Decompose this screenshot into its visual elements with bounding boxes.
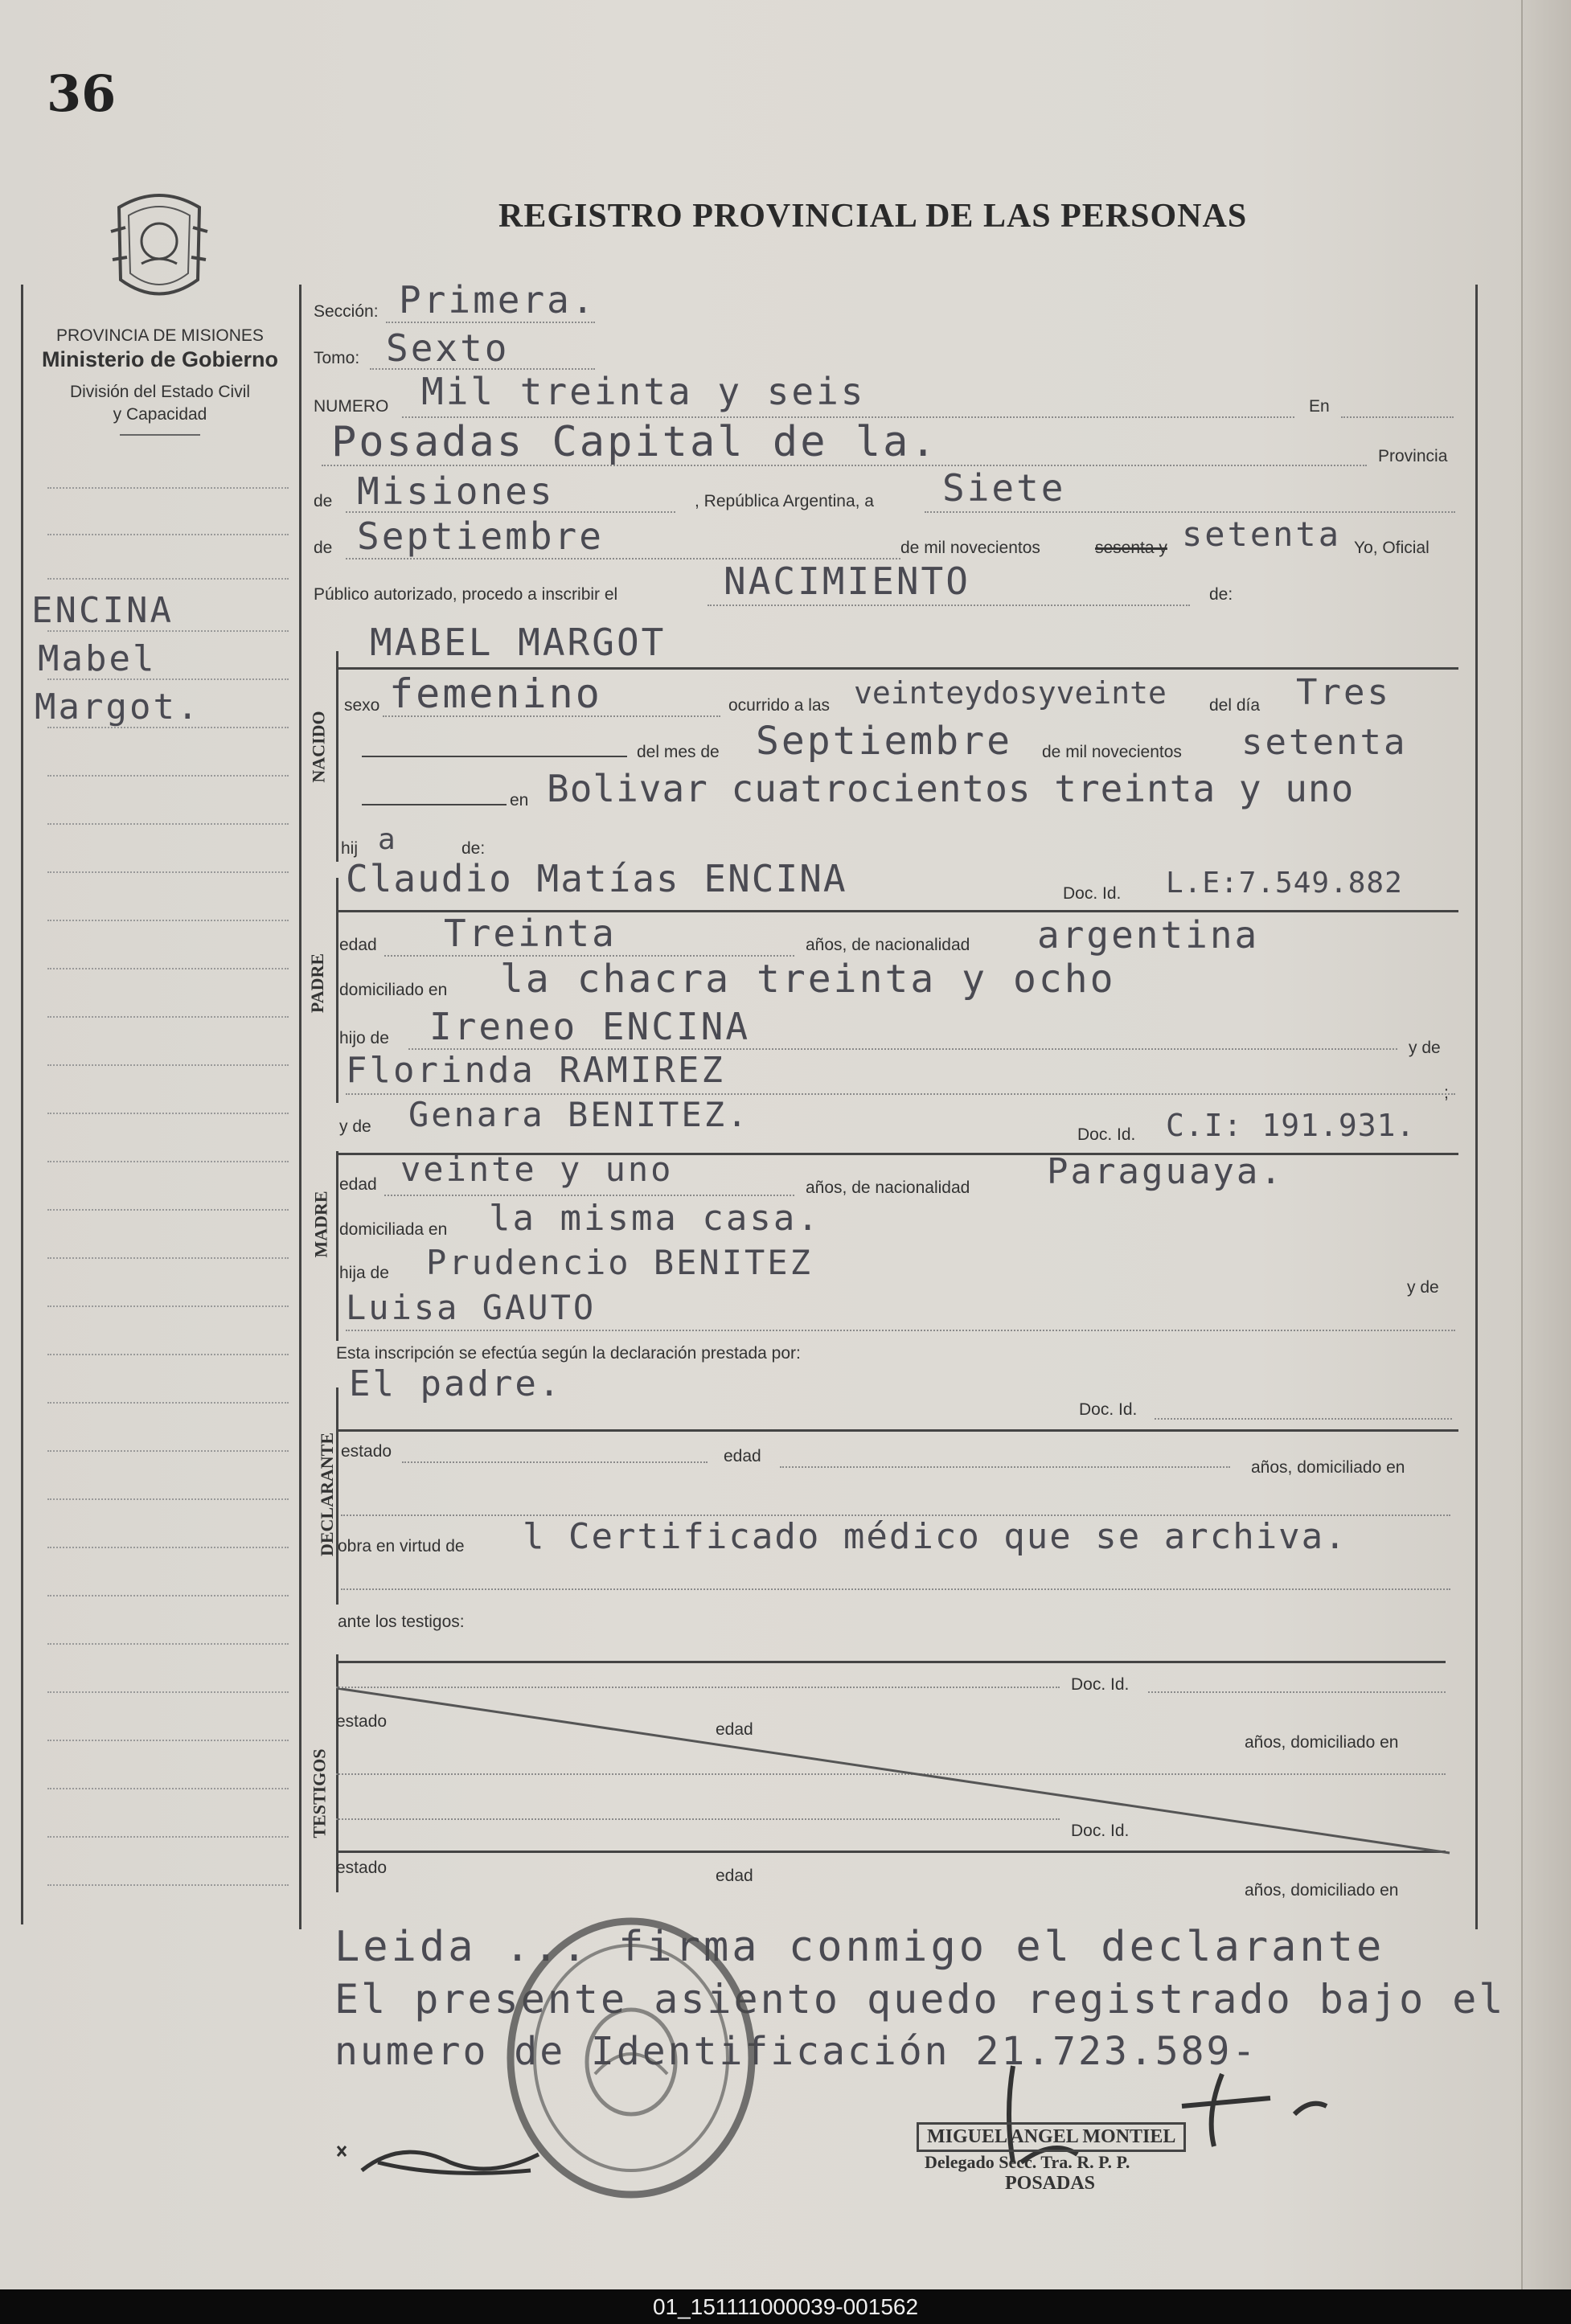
- fill-line: [386, 322, 595, 323]
- del-dia-label: del día: [1209, 696, 1261, 715]
- anios-domiciliado-label: años, domiciliado en: [1245, 1881, 1399, 1900]
- nacido-label: NACIDO: [308, 711, 329, 783]
- doc-label: Doc. Id.: [1079, 1400, 1138, 1419]
- margin-rule: [47, 1788, 289, 1789]
- edad-label: edad: [716, 1720, 753, 1739]
- margin-surname: ENCINA: [31, 590, 174, 631]
- estado-label: estado: [336, 1712, 388, 1731]
- doc-label: Doc. Id.: [1077, 1125, 1136, 1144]
- declarant-signature-icon: [330, 2106, 563, 2195]
- doc-label: Doc. Id.: [1071, 1675, 1130, 1694]
- madre-father-value: Prudencio BENITEZ: [426, 1243, 813, 1282]
- doc-label: Doc. Id.: [1071, 1822, 1130, 1840]
- fill-line: [346, 511, 675, 513]
- closing-line-1: Leida ... firma conmigo el declarante: [334, 1923, 1385, 1971]
- fill-line: [322, 465, 1367, 466]
- closing-line-2: El presente asiento quedo registrado bajo el: [334, 1976, 1506, 2023]
- margin-rule: [47, 578, 289, 580]
- margin-rule: [47, 534, 289, 535]
- margin-rule: [47, 823, 289, 825]
- padre-doc-value: L.E:7.549.882: [1166, 867, 1403, 900]
- margin-rule: [47, 630, 289, 632]
- tomo-label: Tomo:: [314, 349, 360, 367]
- fill-line: [384, 1195, 794, 1196]
- doc-label: Doc. Id.: [1063, 884, 1122, 903]
- province-label: PROVINCIA DE MISIONES: [56, 326, 264, 345]
- tomo-value: Sexto: [386, 326, 510, 370]
- seccion-label: Sección:: [314, 302, 379, 321]
- y-de-label: y de: [1407, 1278, 1439, 1297]
- nacido-name-value: MABEL MARGOT: [370, 621, 667, 664]
- margin-rule: [47, 775, 289, 777]
- edad-label: edad: [339, 1175, 377, 1194]
- en-label: En: [1309, 397, 1330, 416]
- margin-name: Mabel: [38, 638, 157, 679]
- margin-rule: [47, 1305, 289, 1307]
- domiciliado-label: domiciliado en: [339, 981, 448, 999]
- de-label: de: [314, 492, 333, 510]
- margin-rule: [47, 1209, 289, 1211]
- official-signature-block: [917, 2122, 1186, 2195]
- lugar-value: Posadas Capital de la.: [331, 418, 938, 466]
- y-de-label: y de: [339, 1117, 371, 1136]
- blank-line: [362, 756, 627, 757]
- page-edge: [1521, 0, 1571, 2289]
- padre-nac-value: argentina: [1037, 913, 1260, 957]
- de-colon-label: de:: [1209, 585, 1233, 604]
- section-line: [336, 667, 1458, 670]
- margin-rule: [47, 1884, 289, 1886]
- mil-label: de mil novecientos: [1042, 743, 1182, 761]
- anios-domiciliado-label: años, domiciliado en: [1245, 1733, 1399, 1752]
- anios-domiciliado-label: años, domiciliado en: [1251, 1458, 1405, 1477]
- nacionalidad-label: años, de nacionalidad: [806, 1178, 970, 1197]
- sexo-label: sexo: [344, 696, 380, 715]
- blank-line: [362, 804, 507, 805]
- fill-line: [346, 1330, 1455, 1331]
- official-city: POSADAS: [1005, 2173, 1096, 2194]
- edad-label: edad: [339, 936, 377, 954]
- closing-line-3: numero de Identificación 21.723.589-: [334, 2029, 1258, 2074]
- left-margin-column: [21, 285, 297, 1924]
- margin-rule: [47, 1016, 289, 1018]
- margin-rule: [47, 1643, 289, 1645]
- madre-edad-value: veinte y uno: [400, 1150, 674, 1189]
- margin-rule: [47, 871, 289, 873]
- madre-name-value: Genara BENITEZ.: [408, 1095, 750, 1134]
- margin-rule: [47, 1547, 289, 1548]
- madre-label: MADRE: [310, 1191, 331, 1258]
- declaracion-label: Esta inscripción se efectúa según la declaración prestada por:: [336, 1344, 801, 1363]
- margin-rule: [47, 920, 289, 921]
- en-label: en: [510, 791, 529, 810]
- mes-value: Septiembre: [357, 514, 604, 558]
- margin-rule: [47, 678, 289, 680]
- de-label: de:: [461, 839, 486, 858]
- publico-label: Público autorizado, procedo a inscribir el: [314, 585, 618, 604]
- official-title: Delegado Secc. Tra. R. P. P.: [925, 2152, 1130, 2172]
- capacity-label: y Capacidad: [113, 405, 207, 424]
- official-name: MIGUEL ANGEL MONTIEL: [917, 2122, 1186, 2152]
- obra-label: obra en virtud de: [338, 1537, 465, 1555]
- hij-value: a: [378, 823, 398, 856]
- semicolon: ;: [1444, 1084, 1449, 1102]
- margin-rule: [47, 1740, 289, 1741]
- margin-rule: [47, 1354, 289, 1355]
- margin-rule: [47, 1402, 289, 1404]
- edad-label: edad: [724, 1447, 761, 1465]
- cancel-diagonal: [336, 1688, 1462, 1865]
- oficial-label: Yo, Oficial: [1354, 539, 1429, 557]
- fill-line: [925, 511, 1455, 513]
- margin-rule: [47, 968, 289, 969]
- testigos-intro-label: ante los testigos:: [338, 1613, 465, 1631]
- margin-rule: [47, 1498, 289, 1500]
- anio-value: setenta: [1241, 722, 1408, 763]
- estado-label: estado: [341, 1442, 392, 1461]
- fill-line: [1155, 1418, 1452, 1420]
- page-number: 36: [47, 64, 117, 123]
- y-de-label: y de: [1409, 1039, 1441, 1057]
- lugar-value: Bolivar cuatrocientos treinta y uno: [547, 767, 1355, 810]
- margin-rule: [47, 1257, 289, 1259]
- padre-edad-value: Treinta: [444, 912, 617, 955]
- margin-rule: [47, 1691, 289, 1693]
- madre-bracket: [336, 1151, 338, 1341]
- margin-rule: [47, 1113, 289, 1114]
- fill-line: [1341, 416, 1454, 418]
- madre-doc-value: C.I: 191.931.: [1166, 1108, 1416, 1143]
- register-title: REGISTRO PROVINCIAL DE LAS PERSONAS: [498, 198, 1248, 235]
- margin-rule: [47, 727, 289, 728]
- fill-line: [402, 1461, 708, 1463]
- struck-text: sesenta y: [1095, 539, 1167, 557]
- madre-dom-value: la misma casa.: [489, 1198, 821, 1239]
- section-line: [336, 1429, 1458, 1432]
- numero-label: NUMERO: [314, 397, 389, 416]
- fill-line: [383, 715, 720, 717]
- padre-father-value: Ireneo ENCINA: [429, 1005, 751, 1048]
- sexo-value: femenino: [389, 670, 602, 717]
- seccion-value: Primera.: [399, 278, 597, 322]
- hija-de-label: hija de: [339, 1264, 389, 1282]
- mil-novecientos-label: de mil novecientos: [900, 539, 1040, 557]
- hijo-de-label: hijo de: [339, 1029, 389, 1047]
- margin-rule: [47, 1836, 289, 1838]
- image-caption: 01_151111000039-001562: [0, 2289, 1571, 2324]
- provincia-value: Misiones: [357, 469, 555, 513]
- margin-rule: [47, 1064, 289, 1066]
- fill-line: [708, 605, 1190, 606]
- division-label: División del Estado Civil: [69, 383, 251, 401]
- hij-label: hij: [341, 839, 359, 858]
- padre-label: PADRE: [307, 953, 328, 1014]
- margin-rule: [47, 1450, 289, 1452]
- declarante-label: DECLARANTE: [317, 1432, 338, 1557]
- margin-rule: [47, 1161, 289, 1162]
- nacido-bracket: [336, 651, 338, 862]
- edad-label: edad: [716, 1867, 753, 1885]
- dia-value: Tres: [1296, 672, 1391, 713]
- margin-middle-name: Margot.: [35, 687, 201, 728]
- de-label: de: [314, 539, 333, 557]
- fill-line: [341, 1588, 1450, 1590]
- provincia-label: Provincia: [1378, 447, 1448, 465]
- fill-line: [780, 1466, 1230, 1468]
- mes-value: Septiembre: [756, 719, 1012, 764]
- madre-nac-value: Paraguaya.: [1047, 1151, 1284, 1192]
- header-divider: [120, 434, 200, 436]
- margin-rule: [47, 1595, 289, 1596]
- del-mes-label: del mes de: [637, 743, 720, 761]
- anio-value: setenta: [1182, 514, 1342, 554]
- margin-rule: [47, 487, 289, 489]
- dia-value: Siete: [942, 466, 1066, 510]
- section-line: [336, 1661, 1446, 1663]
- hora-value: veinteydosyveinte: [854, 675, 1167, 711]
- padre-name-value: Claudio Matías ENCINA: [346, 857, 847, 900]
- nacionalidad-label: años, de nacionalidad: [806, 936, 970, 954]
- ocurrido-label: ocurrido a las: [728, 696, 831, 715]
- ministry-label: Ministerio de Gobierno: [41, 347, 279, 371]
- obra-value: l Certificado médico que se archiva.: [523, 1516, 1347, 1557]
- estado-label: estado: [336, 1859, 388, 1877]
- padre-mother-value: Florinda RAMIREZ: [346, 1050, 725, 1091]
- numero-value: Mil treinta y seis: [421, 370, 866, 413]
- padre-dom-value: la chacra treinta y ocho: [500, 957, 1116, 1002]
- acto-value: NACIMIENTO: [724, 559, 970, 603]
- republica-label: , República Argentina, a: [695, 492, 874, 510]
- madre-mother-value: Luisa GAUTO: [346, 1288, 597, 1327]
- domiciliada-label: domiciliada en: [339, 1220, 448, 1239]
- declarante-value: El padre.: [349, 1363, 563, 1404]
- testigos-label: TESTIGOS: [309, 1748, 330, 1838]
